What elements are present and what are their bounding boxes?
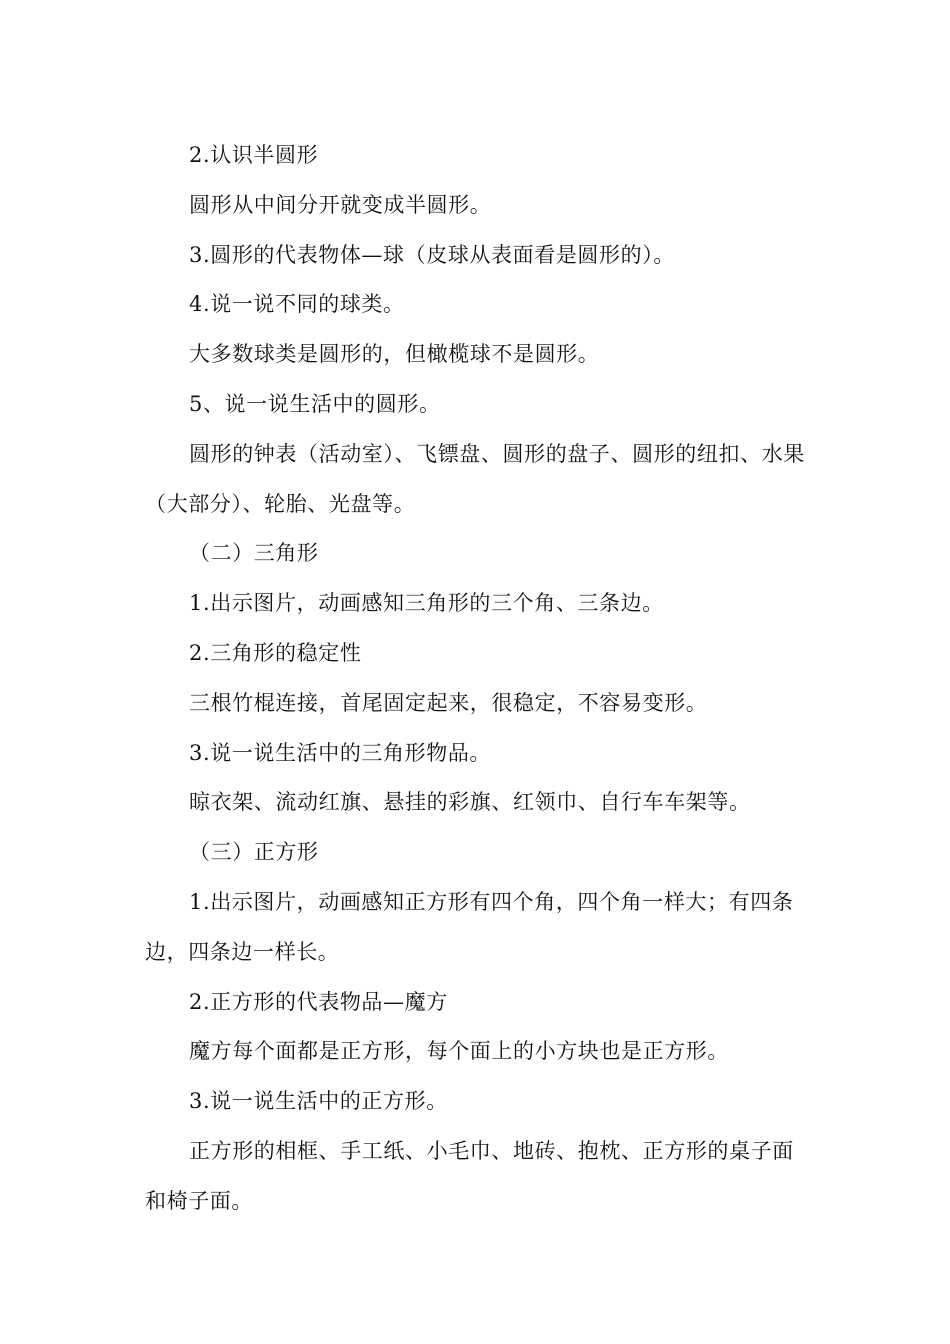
paragraph-rubiks-cube-heading: 2.正方形的代表物品—魔方 [189,989,448,1014]
paragraph-triangle-stability-heading: 2.三角形的稳定性 [189,640,362,665]
section-square-heading: （三）正方形 [189,840,319,865]
paragraph-triangle-stability-text: 三根竹棍连接，首尾固定起来，很稳定，不容易变形。 [189,690,708,715]
paragraph-life-triangles-heading: 3.说一说生活中的三角形物品。 [189,740,492,765]
paragraph-semicircle-heading: 2.认识半圆形 [189,143,319,167]
paragraph-rubiks-cube-text: 魔方每个面都是正方形，每个面上的小方块也是正方形。 [189,1039,729,1064]
paragraph-ball-types-text: 大多数球类是圆形的，但橄榄球不是圆形。 [189,342,600,367]
paragraph-ball-heading: 3.圆形的代表物体—球（皮球从表面看是圆形的）。 [189,242,675,267]
paragraph-life-circles-heading: 5、说一说生活中的圆形。 [189,391,441,416]
paragraph-life-squares-text: 正方形的相框、手工纸、小毛巾、地砖、抱枕、正方形的桌子面和椅子面。 [145,1138,794,1213]
paragraph-triangle-intro: 1.出示图片，动画感知三角形的三个角、三条边。 [189,591,664,616]
paragraph-square-intro: 1.出示图片，动画感知正方形有四个角，四个角一样大；有四条边，四条边一样长。 [145,889,794,964]
paragraph-life-circles-text: 圆形的钟表（活动室）、飞镖盘、圆形的盘子、圆形的纽扣、水果（大部分）、轮胎、光盘等。 [145,441,805,516]
paragraph-ball-types-heading: 4.说一说不同的球类。 [189,292,405,317]
section-triangle-heading: （二）三角形 [189,541,319,566]
paragraph-semicircle-text: 圆形从中间分开就变成半圆形。 [189,192,492,217]
document-body [145,131,810,1227]
paragraph-life-squares-heading: 3.说一说生活中的正方形。 [189,1089,448,1114]
paragraph-life-triangles-text: 晾衣架、流动红旗、悬挂的彩旗、红领巾、自行车车架等。 [189,790,751,815]
